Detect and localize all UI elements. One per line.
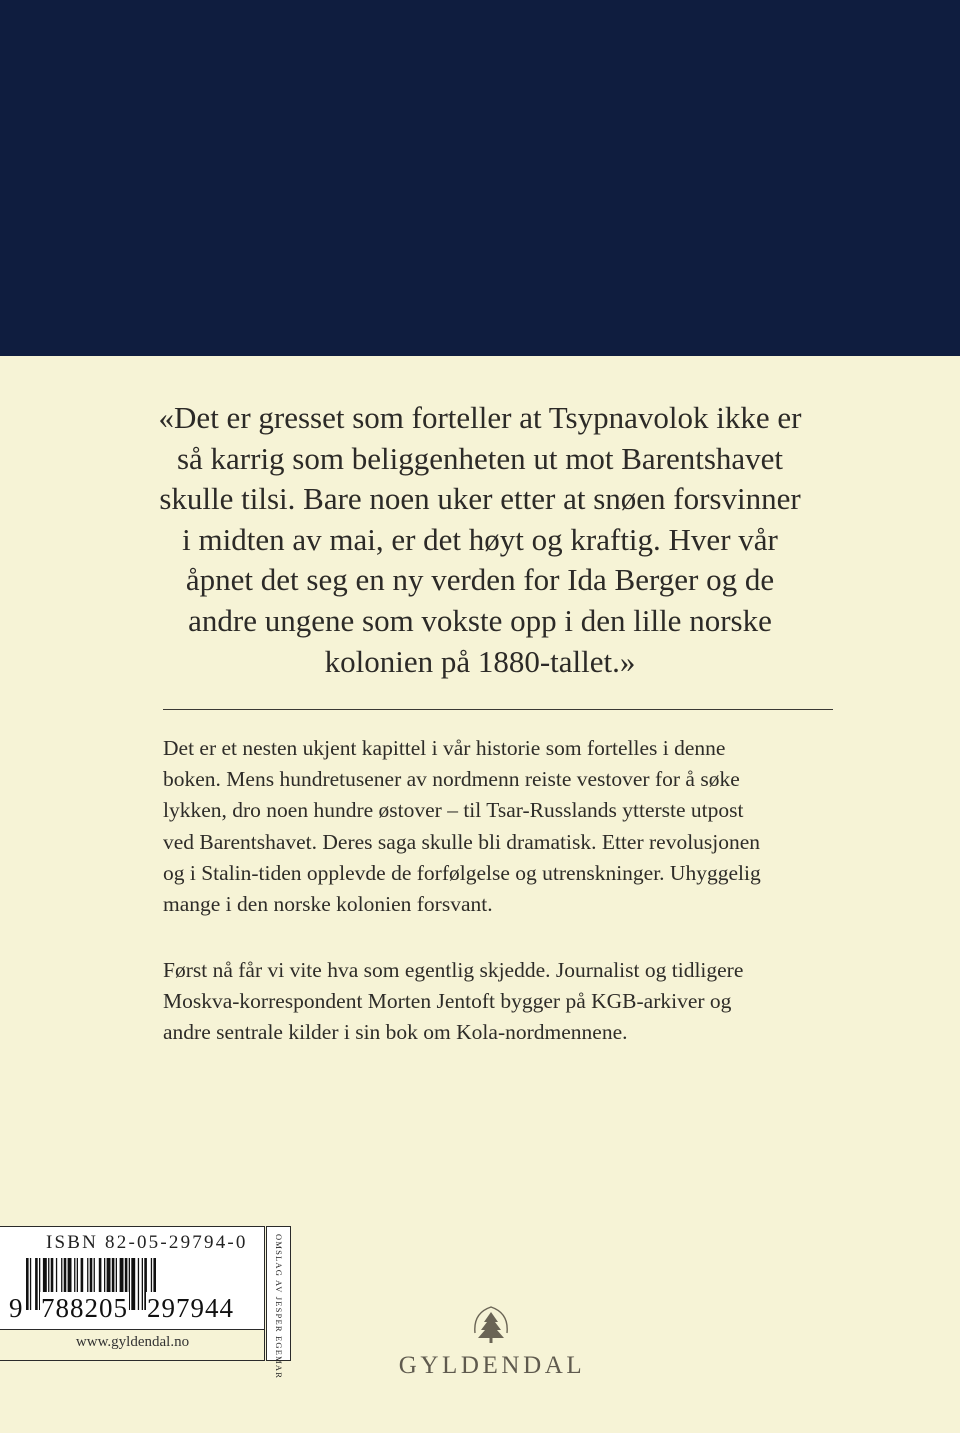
description-paragraph-1 (163, 733, 863, 920)
publisher-name: GYLDENDAL (398, 1352, 586, 1379)
ean-right-group: 297944 (147, 1293, 234, 1323)
description-paragraph-2 (163, 955, 863, 1049)
cover-credit: OMSLAG AV JESPER EGEMAR (274, 1234, 284, 1380)
publisher-url[interactable]: www.gyldendal.no (75, 1334, 190, 1350)
paragraph-line: lykken, dro noen hundre østover – til Tsar-Russlands ytterste utpost (163, 798, 744, 823)
paragraph-line: andre sentrale kilder i sin bok om Kola-nordmennene. (163, 1020, 628, 1045)
quote-line: skulle tilsi. Bare noen uker etter at snøen forsvinner (159, 481, 801, 517)
ean-first-digit: 9 (9, 1293, 24, 1323)
tree-icon (469, 1303, 513, 1347)
paragraph-line: mange i den norske kolonien forsvant. (163, 892, 493, 917)
ean-left-group: 788205 (41, 1293, 128, 1323)
paragraph-line: Først nå får vi vite hva som egentlig skjedde. Journalist og tidligere (163, 958, 744, 982)
paragraph-line: boken. Mens hundretusener av nordmenn reiste vestover for å søke (163, 767, 740, 792)
paragraph-line: og i Stalin-tiden opplevde de forfølgelse og utrenskninger. Uhyggelig (163, 860, 761, 885)
quote-line: så karrig som beliggenheten ut mot Barentshavet (176, 440, 784, 476)
quote-line: åpnet det seg en ny verden for Ida Berger og de (185, 562, 775, 598)
excerpt-quote (120, 398, 840, 682)
divider-rule (163, 709, 833, 710)
quote-line: «Det er gresset som forteller at Tsypnavolok ikke er (158, 400, 802, 435)
quote-line: kolonien på 1880-tallet.» (324, 643, 636, 679)
cover-top-band (0, 0, 960, 356)
isbn-number: ISBN 82-05-29794-0 (46, 1232, 248, 1253)
paragraph-line: ved Barentshavet. Deres saga skulle bli dramatisk. Etter revolusjonen (163, 829, 761, 854)
quote-line: andre ungene som vokste opp i den lille norske (188, 602, 772, 638)
quote-line: i midten av mai, er det høyt og kraftig. Hver vår (182, 521, 778, 557)
paragraph-line: Det er et nesten ukjent kapittel i vår historie som fortelles i denne (163, 736, 726, 760)
ean-digits (8, 1292, 258, 1324)
paragraph-line: Moskva-korrespondent Morten Jentoft bygger på KGB-arkiver og (163, 989, 732, 1014)
